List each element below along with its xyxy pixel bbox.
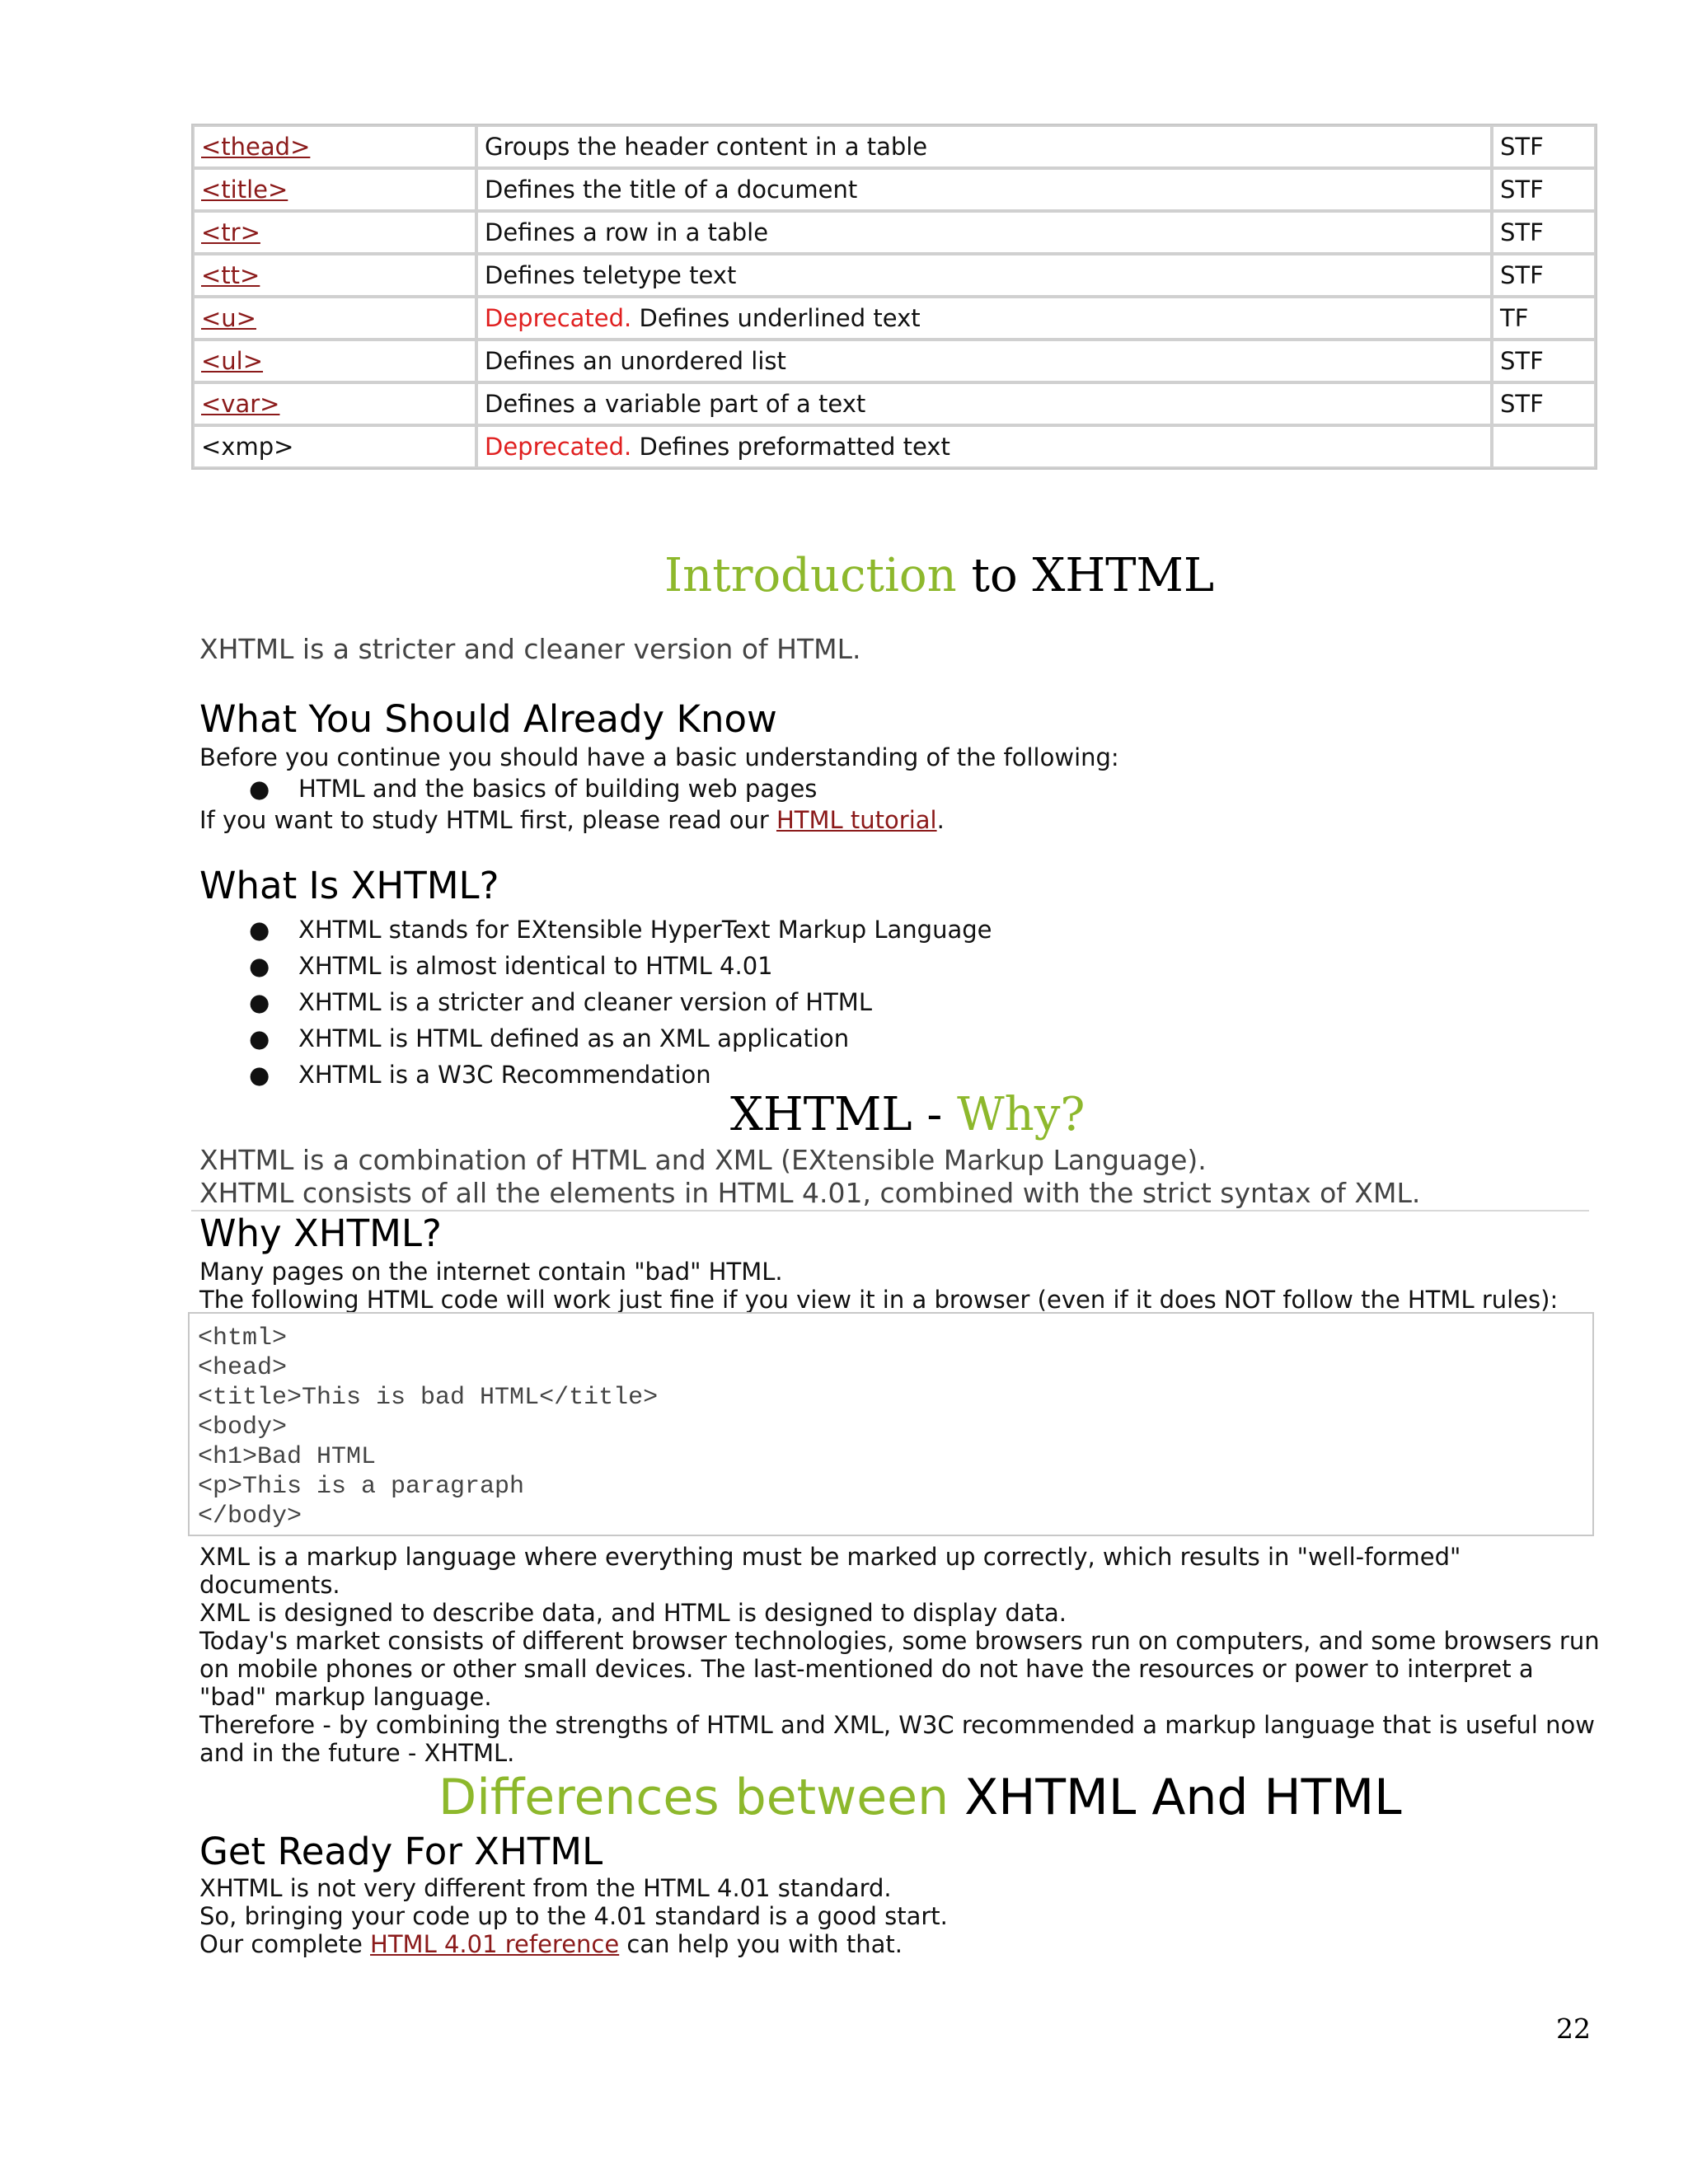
tag-link[interactable]: <tr> (201, 218, 260, 246)
why-title: XHTML - Why? (730, 1088, 1085, 1141)
code-line: <html> (198, 1324, 288, 1352)
description-cell (476, 382, 1492, 425)
why-heading: Why XHTML? (199, 1212, 442, 1255)
code-line: <body> (198, 1413, 288, 1441)
tag-link[interactable]: <tt> (201, 261, 260, 289)
paragraph-line: and in the future - XHTML. (199, 1739, 515, 1767)
paragraph-line: "bad" markup language. (199, 1683, 492, 1711)
tag-cell (193, 168, 476, 211)
paragraph-line: XML is a markup language where everything must be marked up correctly, which results in "well-formed" (199, 1543, 1461, 1571)
html-401-reference-link[interactable]: HTML 4.01 reference (370, 1930, 620, 1958)
know-text: Before you continue you should have a basic understanding of the following: (199, 743, 1119, 771)
dtd-cell: STF (1492, 168, 1596, 211)
paragraph-line: Therefore - by combining the strengths of HTML and XML, W3C recommended a markup language that is useful now (199, 1711, 1595, 1739)
tag-cell (193, 340, 476, 382)
diff-title: Differences between XHTML And HTML (438, 1769, 1402, 1826)
ready-line-3: Our complete HTML 4.01 reference can help you with that. (199, 1930, 903, 1958)
why-lead-2: XHTML consists of all the elements in HTML 4.01, combined with the strict syntax of XML. (199, 1177, 1421, 1209)
dtd-cell: TF (1492, 297, 1596, 340)
list-item: ● XHTML is a W3C Recommendation (199, 1057, 992, 1093)
html-tutorial-link[interactable]: HTML tutorial (776, 806, 937, 834)
table-row (193, 425, 1596, 468)
bullet-icon: ● (249, 1061, 270, 1089)
dtd-cell: STF (1492, 211, 1596, 254)
code-line: <h1>Bad HTML (198, 1443, 377, 1471)
description-cell (476, 168, 1492, 211)
intro-title (664, 549, 1214, 602)
why-p2: The following HTML code will work just fine if you view it in a browser (even if it does NOT follow the HTML rules): (199, 1286, 1559, 1314)
intro-title-rest: to XHTML (956, 549, 1215, 602)
tag-link[interactable]: <u> (201, 304, 256, 332)
tag-cell (193, 382, 476, 425)
description-text: Groups the header content in a table (485, 133, 928, 161)
bullet-icon: ● (249, 988, 270, 1016)
tag-cell (193, 254, 476, 297)
tag-link[interactable]: <ul> (201, 347, 264, 375)
intro-lead: XHTML is a stricter and cleaner version of HTML. (199, 633, 861, 665)
list-item: ● HTML and the basics of building web pages (249, 775, 818, 803)
code-line: <p>This is a paragraph (198, 1473, 525, 1501)
table-row (193, 340, 1596, 382)
description-cell (476, 125, 1492, 168)
description-text: Defines preformatted text (631, 433, 950, 461)
ready-heading: Get Ready For XHTML (199, 1830, 603, 1873)
ready-line-2: So, bringing your code up to the 4.01 standard is a good start. (199, 1902, 948, 1930)
tag-cell (193, 297, 476, 340)
tag-cell (193, 211, 476, 254)
list-item: ● XHTML stands for EXtensible HyperText Markup Language (199, 912, 992, 948)
paragraph-line: documents. (199, 1571, 340, 1599)
tag-reference-table (191, 124, 1597, 470)
tag-link[interactable]: <title> (201, 176, 288, 204)
paragraph-line: on mobile phones or other small devices. The last-mentioned do not have the resources or power to interpret a (199, 1655, 1534, 1683)
list-item: ● XHTML is a stricter and cleaner version of HTML (199, 984, 992, 1020)
description-text: Defines an unordered list (485, 347, 786, 375)
know-bullet-list (199, 775, 817, 803)
bullet-icon: ● (249, 916, 270, 944)
bullet-icon: ● (249, 775, 270, 803)
dtd-cell: STF (1492, 125, 1596, 168)
why-lead-1: XHTML is a combination of HTML and XML (EXtensible Markup Language). (199, 1144, 1207, 1176)
dtd-cell: STF (1492, 382, 1596, 425)
description-text: Defines a row in a table (485, 218, 769, 246)
paragraph-line: XML is designed to describe data, and HTML is designed to display data. (199, 1599, 1067, 1627)
what-heading: What Is XHTML? (199, 864, 499, 907)
page-number: 22 (1556, 2013, 1591, 2045)
list-item: ● XHTML is HTML defined as an XML application (199, 1020, 992, 1057)
bullet-icon: ● (249, 1024, 270, 1052)
code-line: <head> (198, 1354, 288, 1382)
description-cell (476, 211, 1492, 254)
description-cell (476, 425, 1492, 468)
intro-title-green: Introduction (664, 549, 957, 602)
table-row (193, 168, 1596, 211)
description-text: Defines underlined text (631, 304, 921, 332)
description-cell (476, 297, 1492, 340)
dtd-cell: STF (1492, 340, 1596, 382)
tag-link[interactable]: <thead> (201, 133, 311, 161)
table-row (193, 125, 1596, 168)
ready-line-1: XHTML is not very different from the HTML 4.01 standard. (199, 1874, 892, 1902)
deprecated-label: Deprecated. (485, 304, 632, 332)
dtd-cell: STF (1492, 254, 1596, 297)
description-cell (476, 340, 1492, 382)
table-row (193, 382, 1596, 425)
dtd-cell (1492, 425, 1596, 468)
tag-cell (193, 125, 476, 168)
table-row (193, 254, 1596, 297)
description-text: Defines teletype text (485, 261, 737, 289)
tag-cell (193, 425, 476, 468)
table-row (193, 211, 1596, 254)
deprecated-label: Deprecated. (485, 433, 632, 461)
what-bullet-list (199, 912, 992, 1093)
list-item: ● XHTML is almost identical to HTML 4.01 (199, 948, 992, 984)
paragraph-line: Today's market consists of different browser technologies, some browsers run on computers, and some browsers run (199, 1627, 1600, 1655)
table-row (193, 297, 1596, 340)
why-p1: Many pages on the internet contain "bad" HTML. (199, 1258, 783, 1286)
know-heading: What You Should Already Know (199, 697, 777, 741)
description-text: Defines a variable part of a text (485, 390, 866, 418)
tag-name: <xmp> (201, 433, 294, 461)
bullet-icon: ● (249, 952, 270, 980)
description-cell (476, 254, 1492, 297)
tag-link[interactable]: <var> (201, 390, 280, 418)
code-line: </body> (198, 1502, 302, 1530)
description-text: Defines the title of a document (485, 176, 858, 204)
study-line: If you want to study HTML first, please read our HTML tutorial. (199, 806, 945, 834)
code-line: <title>This is bad HTML</title> (198, 1384, 659, 1412)
code-example (188, 1312, 1594, 1536)
